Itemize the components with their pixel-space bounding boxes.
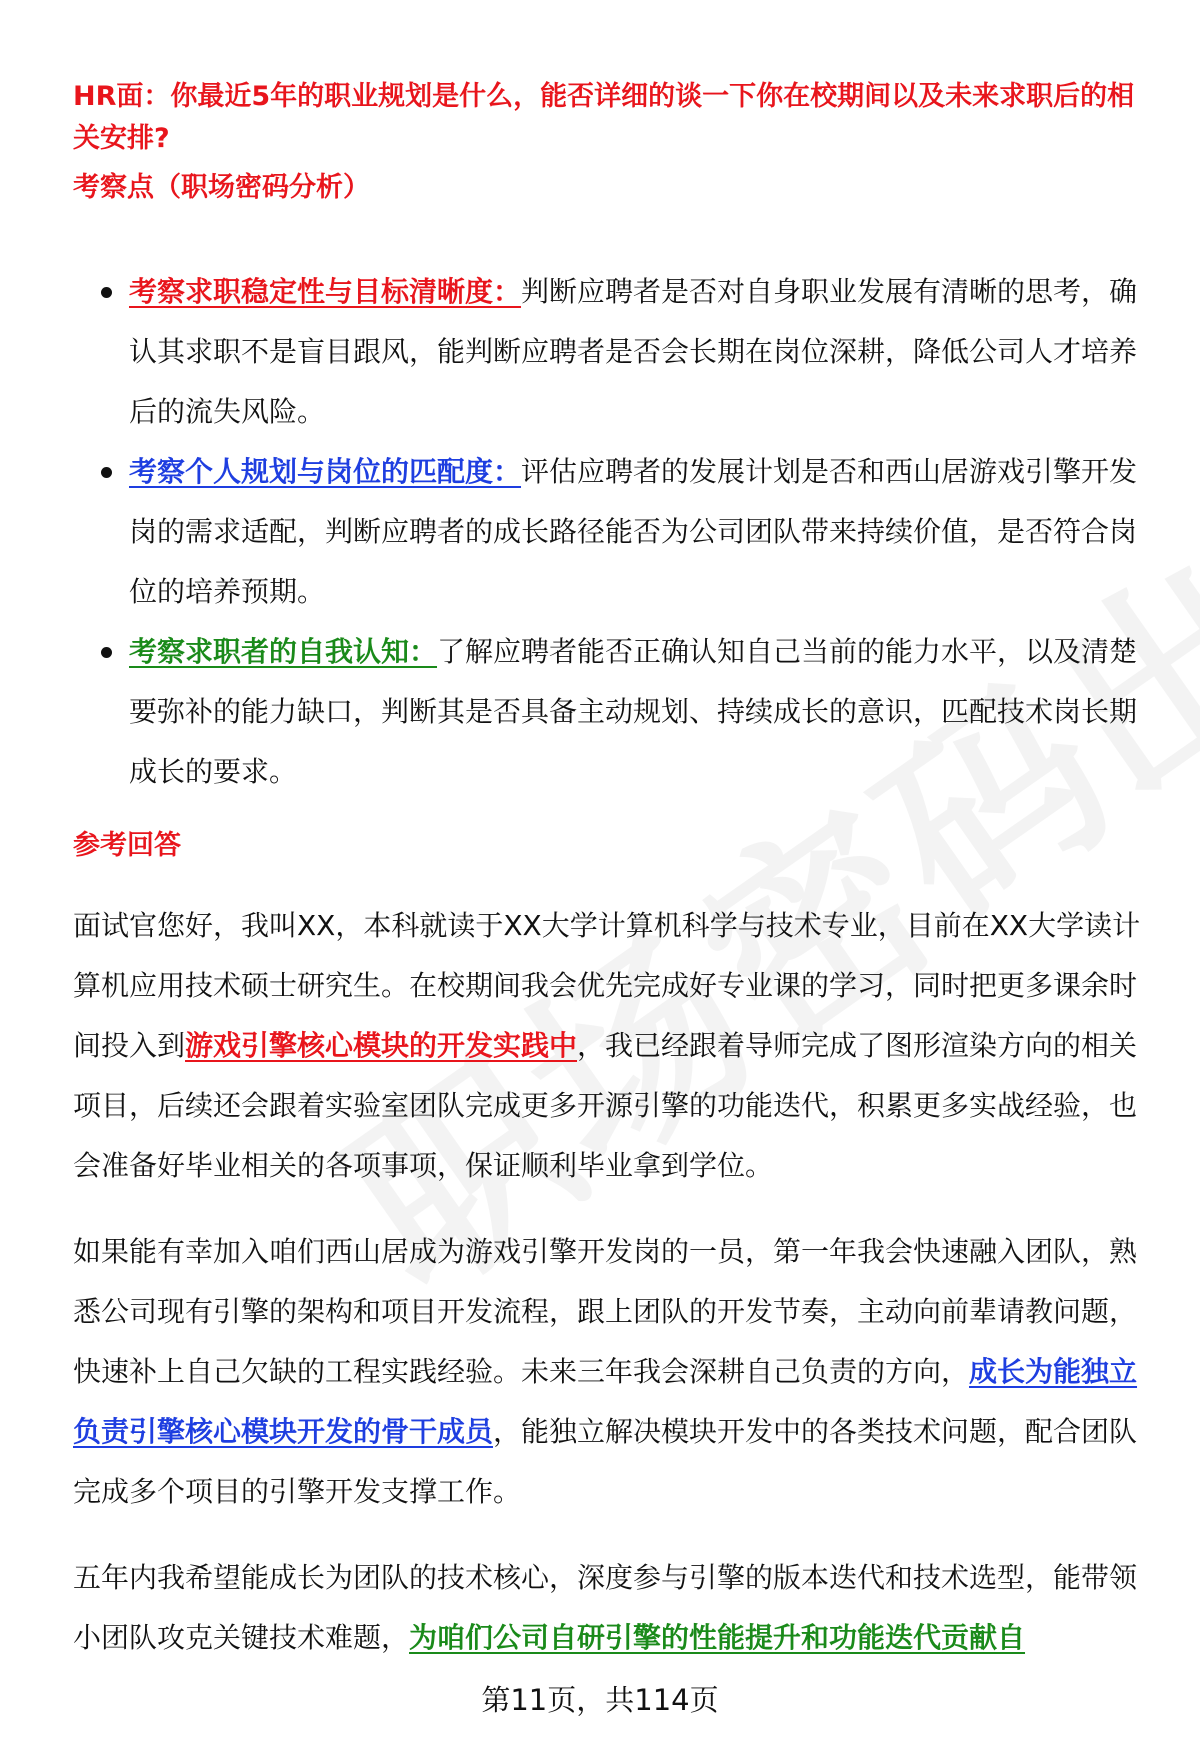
interview-question: HR面：你最近5年的职业规划是什么，能否详细的谈一下你在校期间以及未来求职后的相关安排? xyxy=(73,81,1135,154)
point-keyword: 考察个人规划与岗位的匹配度： xyxy=(129,455,522,488)
answer-text: 如果能有幸加入咱们西山居成为游戏引擎开发岗的一员，第一年我会快速融入团队，熟悉公司现有引擎的架构和项目开发流程，跟上团队的开发节奏，主动向前辈请教问题，快速补上自己欠缺的工程实践经验。未来三年我会深耕自己负责的方向， xyxy=(73,1235,1138,1388)
answer-paragraph xyxy=(73,896,1148,1196)
answer-paragraph xyxy=(73,1222,1148,1522)
point-keyword: 考察求职稳定性与目标清晰度： xyxy=(129,275,522,308)
bullet-icon xyxy=(101,647,112,658)
point-text: 了解应聘者能否正确认知自己当前的能力水平，以及清楚要弥补的能力缺口，判断其是否具备主动规划、持续成长的意识，匹配技术岗长期成长的要求。 xyxy=(129,635,1138,788)
point-keyword: 考察求职者的自我认知： xyxy=(129,635,438,668)
bullet-icon xyxy=(101,287,112,298)
page-number: 第11页，共114页 xyxy=(481,1683,719,1717)
point-text: 评估应聘者的发展计划是否和西山居游戏引擎开发岗的需求适配，判断应聘者的成长路径能否为公司团队带来持续价值，是否符合岗位的培养预期。 xyxy=(129,455,1138,608)
section-heading-answer: 参考回答 xyxy=(73,830,181,861)
section-heading-points: 考察点（职场密码分析） xyxy=(73,172,370,203)
bullet-icon xyxy=(101,467,112,478)
assessment-point xyxy=(73,622,1148,802)
answer-text: 面试官您好，我叫XX，本科就读于XX大学计算机科学与技术专业，目前在XX大学读计算机应用技术硕士研究生。在校期间我会优先完成好专业课的学习，同时把更多课余时间投入到 xyxy=(73,909,1141,1062)
answer-text: ，能独立解决模块开发中的各类技术问题，配合团队完成多个项目的引擎开发支撑工作。 xyxy=(73,1415,1138,1508)
answer-text: ，我已经跟着导师完成了图形渲染方向的相关项目，后续还会跟着实验室团队完成更多开源引擎的功能迭代，积累更多实战经验，也会准备好毕业相关的各项事项，保证顺利毕业拿到学位。 xyxy=(73,1029,1138,1182)
assessment-points-list xyxy=(73,262,1148,802)
assessment-point xyxy=(73,442,1148,622)
answer-text: 五年内我希望能成长为团队的技术核心，深度参与引擎的版本迭代和技术选型，能带领小团队攻克关键技术难题， xyxy=(73,1561,1138,1654)
point-text: 判断应聘者是否对自身职业发展有清晰的思考，确认其求职不是盲目跟风，能判断应聘者是否会长期在岗位深耕，降低公司人才培养后的流失风险。 xyxy=(129,275,1138,428)
assessment-point xyxy=(73,262,1148,442)
answer-highlight: 为咱们公司自研引擎的性能提升和功能迭代贡献自 xyxy=(409,1621,1026,1654)
answer-highlight: 成长为能独立负责引擎核心模块开发的骨干成员 xyxy=(73,1355,1138,1448)
answer-highlight: 游戏引擎核心模块的开发实践中 xyxy=(185,1029,578,1062)
answer-paragraph xyxy=(73,1548,1148,1668)
